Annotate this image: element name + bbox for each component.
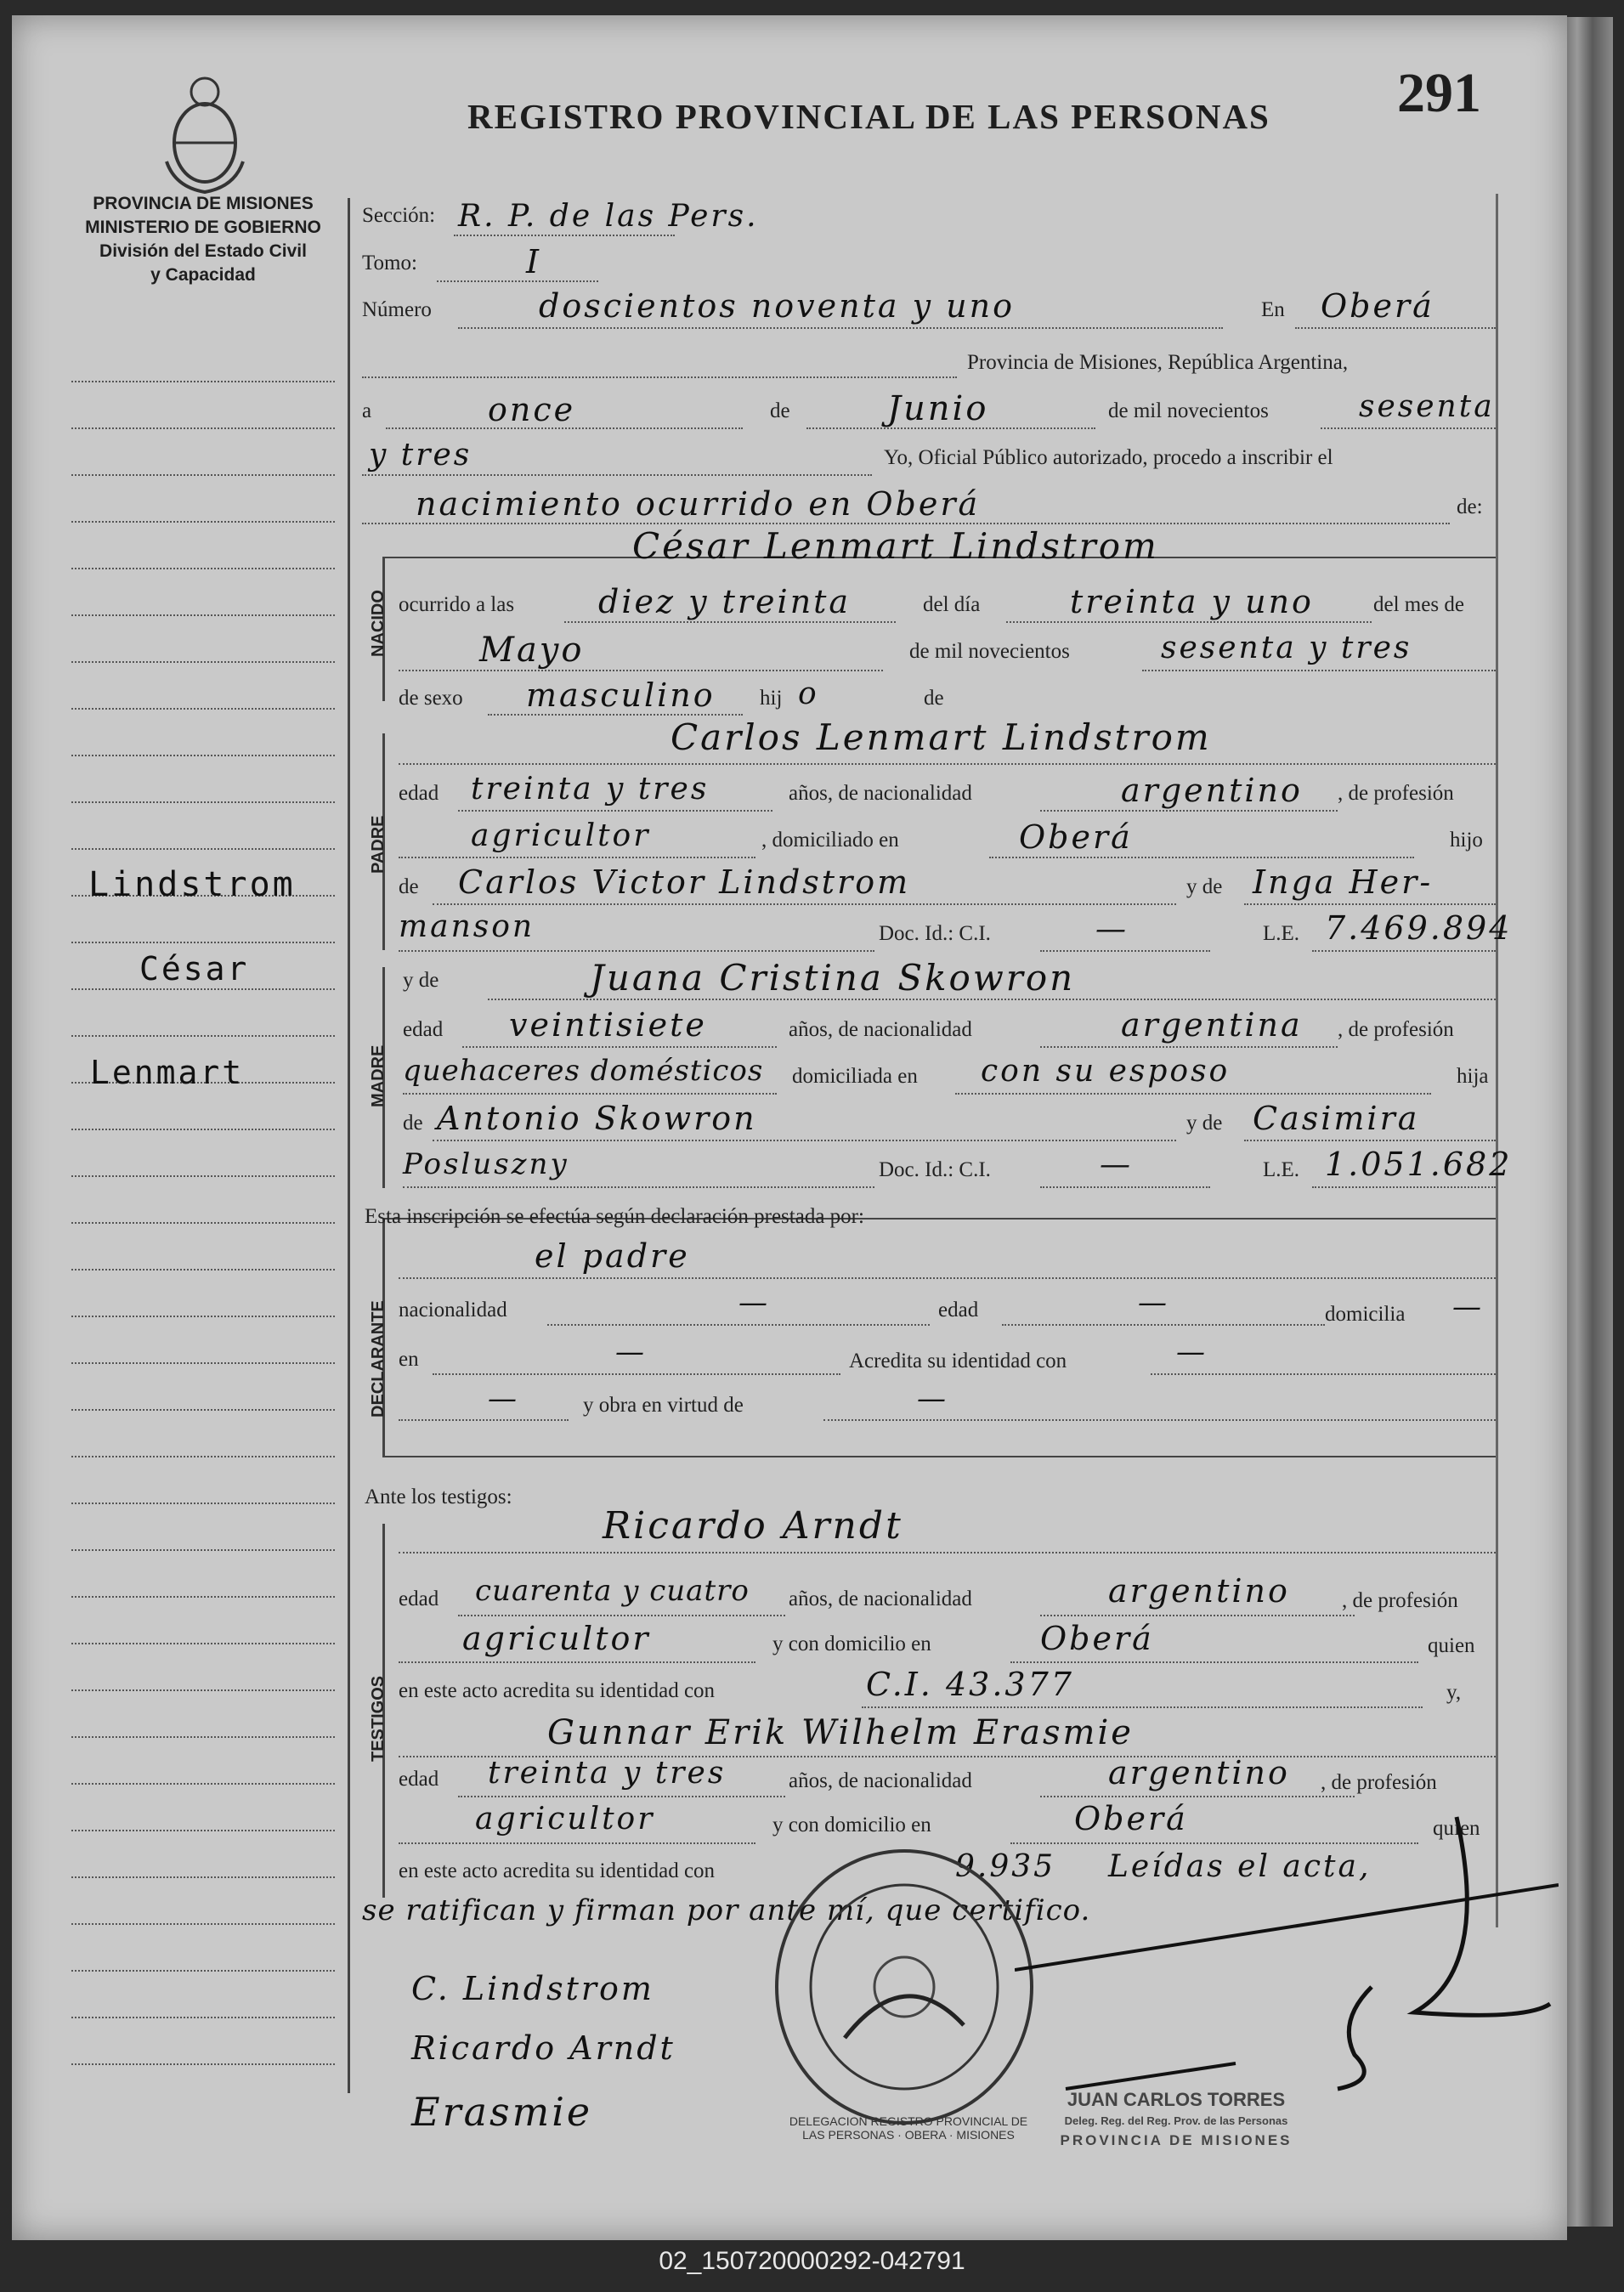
madre-domicilio: con su esposo	[981, 1054, 1231, 1089]
madre-padre-line	[433, 1140, 1176, 1141]
en-line	[1295, 327, 1496, 329]
decl-domicilia-dash: —	[1452, 1290, 1484, 1324]
signature-1: C. Lindstrom	[411, 1970, 654, 2007]
official-stamp-icon	[768, 1842, 1040, 2131]
tomo-value: I	[526, 243, 542, 280]
testigo1-quien-label: quien	[1428, 1634, 1475, 1657]
padre-le-label: L.E.	[1263, 922, 1300, 945]
section-label-declarante: DECLARANTE	[369, 1300, 388, 1418]
nombre-nacido: César Lenmart Lindstrom	[632, 525, 1159, 567]
anio-value-1: sesenta	[1359, 389, 1495, 424]
decl-en-dash: —	[615, 1335, 647, 1369]
decl-acredita-label: Acredita su identidad con	[849, 1350, 1067, 1372]
madre-domicilio-line	[955, 1093, 1431, 1095]
testigo2-acredita-label: en este acto acredita su identidad con	[399, 1859, 716, 1882]
testigo1-nombre-line	[399, 1552, 1496, 1553]
padre-domicilio-line	[989, 857, 1414, 858]
testigo1-nombre: Ricardo Arndt	[603, 1504, 903, 1548]
madre-le-label: L.E.	[1263, 1158, 1300, 1181]
margin-rule	[71, 1456, 335, 1457]
declarante-value: el padre	[535, 1237, 690, 1275]
decl-obra-label: y obra en virtud de	[583, 1394, 744, 1417]
decl-edad-label: edad	[938, 1299, 979, 1321]
agency-province: PROVINCIA DE MISIONES	[93, 194, 314, 213]
testigo1-domicilio-label: y con domicilio en	[772, 1633, 931, 1655]
madre-madre-line	[1244, 1140, 1496, 1141]
nacimiento-value: nacimiento ocurrido en Oberá	[416, 485, 981, 523]
agency-ministry: MINISTERIO DE GOBIERNO	[85, 218, 321, 237]
margin-note-surname: Lindstrom	[88, 865, 296, 904]
seccion-line	[454, 235, 675, 236]
margin-rule	[71, 1269, 335, 1271]
anio-nac-line	[1142, 670, 1496, 671]
signature-2: Ricardo Arndt	[411, 2029, 676, 2067]
margin-rule	[71, 1643, 335, 1644]
decl-domicilia-label: domicilia	[1325, 1303, 1406, 1326]
testigo1-id: C.I. 43.377	[866, 1666, 1074, 1703]
margin-rule	[71, 1549, 335, 1551]
margin-rule	[71, 988, 335, 990]
padre-edad: treinta y tres	[471, 772, 710, 806]
numero-value: doscientos noventa y uno	[539, 287, 1015, 325]
margin-rule	[71, 427, 335, 429]
padre-edad-label: edad	[399, 782, 439, 805]
decl-en-line	[433, 1373, 840, 1375]
sexo-line	[488, 714, 743, 716]
hora-line	[564, 621, 896, 623]
margin-rule	[71, 1175, 335, 1177]
testigo1-nacionalidad-label: años, de nacionalidad	[789, 1587, 972, 1610]
decl-doc-line	[399, 1419, 569, 1421]
decl-obra-dash: —	[917, 1382, 948, 1416]
agency-block	[63, 192, 343, 287]
testigo2-domicilio: Oberá	[1074, 1800, 1188, 1837]
madre-hija-label: hija	[1457, 1065, 1489, 1088]
madre-nombre-line	[488, 999, 1496, 1000]
madre-y-de-label: y de	[403, 969, 439, 992]
signature-3: Erasmie	[411, 2089, 593, 2135]
blank-line-1	[362, 376, 957, 378]
margin-note-name: César	[139, 950, 250, 988]
testigo2-nacionalidad-label: años, de nacionalidad	[789, 1769, 972, 1792]
agency-capacity: y Capacidad	[150, 265, 256, 285]
padre-edad-line	[458, 810, 772, 812]
nacimiento-line	[362, 523, 1450, 524]
madre-madre-2: Posluszny	[403, 1147, 569, 1181]
anio-line	[1321, 427, 1496, 429]
decl-edad-line	[1002, 1324, 1325, 1326]
margin-rule	[71, 1783, 335, 1785]
form-right-border	[1496, 194, 1498, 1927]
testigo2-profesion: agricultor	[475, 1802, 655, 1836]
padre-domiciliado-label: , domiciliado en	[761, 829, 899, 852]
section-label-padre: PADRE	[369, 815, 388, 874]
testigo2-edad-label: edad	[399, 1768, 439, 1791]
madre-le-line	[1312, 1186, 1496, 1188]
madre-nacionalidad-line	[1040, 1046, 1338, 1048]
a-label: a	[362, 399, 372, 422]
decl-en-label: en	[399, 1348, 419, 1371]
testigo1-id-line	[862, 1706, 1423, 1708]
margin-rule	[71, 521, 335, 523]
testigo1-domicilio-line	[1010, 1661, 1418, 1663]
margin-rule	[71, 801, 335, 803]
numero-line	[458, 327, 1223, 329]
decl-obra-line	[823, 1419, 1496, 1421]
padre-madre-line	[1244, 903, 1496, 905]
padre-nombre-line	[399, 763, 1496, 765]
madre-padre: Antonio Skowron	[437, 1100, 757, 1137]
seccion-value: R. P. de las Pers.	[458, 199, 759, 234]
madre-le: 1.051.682	[1325, 1146, 1513, 1183]
madre-edad-label: edad	[403, 1018, 444, 1041]
madre-de-label: de	[403, 1112, 423, 1135]
declarante-line	[399, 1277, 1496, 1279]
testigo2-nacionalidad: argentino	[1108, 1754, 1290, 1791]
testigo2-nacionalidad-line	[1040, 1796, 1355, 1797]
padre-le-line	[1312, 950, 1496, 952]
padre-nacionalidad-line	[1040, 810, 1338, 812]
madre-profesion-line	[403, 1093, 777, 1095]
testigo1-domicilio: Oberá	[1040, 1620, 1154, 1657]
margin-rule	[71, 661, 335, 663]
tomo-line	[437, 280, 598, 282]
inscripcion-text: Esta inscripción se efectúa según declaración prestada por:	[365, 1205, 864, 1228]
page-number: 291	[1397, 62, 1481, 124]
official-signature-icon	[1015, 1800, 1559, 2106]
testigo2-id: 9.935	[955, 1849, 1056, 1884]
decl-acredita-dash: —	[1176, 1335, 1208, 1369]
padre-nombre: Carlos Lenmart Lindstrom	[671, 716, 1212, 758]
padre-profesion-line	[399, 857, 755, 858]
margin-rule	[71, 1736, 335, 1738]
testigo2-edad: treinta y tres	[488, 1756, 727, 1791]
de-label: de	[770, 399, 790, 422]
book-edge	[1562, 17, 1613, 2227]
margin-rule	[71, 2017, 335, 2018]
margin-note-middle-name: Lenmart	[90, 1054, 245, 1091]
anio-nac-value: sesenta y tres	[1161, 631, 1412, 665]
testigo1-y-label: y,	[1446, 1681, 1462, 1704]
mil-label: de mil novecientos	[1108, 399, 1269, 422]
margin-rule	[71, 381, 335, 382]
padre-y-de-label: y de	[1186, 875, 1223, 898]
madre-edad-line	[462, 1046, 777, 1048]
testigo2-profesion-line	[399, 1842, 755, 1844]
margin-rule	[71, 1316, 335, 1317]
madre-madre-1: Casimira	[1253, 1100, 1420, 1137]
decl-edad-dash: —	[1138, 1286, 1169, 1320]
madre-nombre: Juana Cristina Skowron	[590, 957, 1076, 999]
hij-value: o	[798, 676, 819, 711]
de-label-2: de	[924, 687, 944, 710]
padre-profesion-label: , de profesión	[1338, 782, 1454, 805]
ocurrido-label: ocurrido a las	[399, 593, 515, 616]
margin-rule	[71, 848, 335, 850]
testigo1-profesion: agricultor	[462, 1620, 651, 1657]
decl-nacionalidad-label: nacionalidad	[399, 1299, 507, 1321]
numero-label: Número	[362, 298, 432, 321]
decl-acredita-line	[1151, 1373, 1496, 1375]
margin-rule	[71, 568, 335, 569]
testigo1-edad: cuarenta y cuatro	[475, 1574, 750, 1608]
testigo2-quien-label: quien	[1433, 1817, 1480, 1840]
madre-profesion: quehaceres domésticos	[403, 1054, 764, 1088]
testigo2-nombre: Gunnar Erik Wilhelm Erasmie	[547, 1713, 1134, 1752]
madre-profesion-label: , de profesión	[1338, 1018, 1454, 1041]
testigos-label: Ante los testigos:	[365, 1486, 512, 1508]
sexo-label: de sexo	[399, 687, 463, 710]
testigo1-nacionalidad-line	[1040, 1615, 1355, 1616]
margin-rule	[71, 1222, 335, 1224]
provincia-text: Provincia de Misiones, República Argentina,	[967, 351, 1349, 374]
padre-profesion: agricultor	[471, 818, 651, 853]
madre-nacionalidad: argentina	[1121, 1006, 1303, 1044]
sexo-value: masculino	[526, 676, 716, 714]
agency-division: División del Estado Civil	[99, 241, 307, 261]
margin-rule	[71, 1503, 335, 1504]
testigo1-edad-line	[458, 1615, 785, 1616]
margin-rule	[71, 1129, 335, 1130]
official-province: PROVINCIA DE MISIONES	[1060, 2132, 1293, 2148]
del-mes-label: del mes de	[1373, 593, 1464, 616]
dia-nac-line	[1006, 621, 1372, 623]
en-value: Oberá	[1321, 287, 1434, 325]
document-page	[12, 15, 1567, 2240]
stamp-text: DELEGACION REGISTRO PROVINCIAL DE LAS PERSONAS · OBERA · MISIONES	[789, 2114, 1028, 2142]
margin-rule	[71, 1409, 335, 1411]
margin-divider	[348, 198, 350, 2093]
testigo1-nacionalidad: argentino	[1108, 1572, 1290, 1610]
oficial-text: Yo, Oficial Público autorizado, procedo a inscribir el	[884, 446, 1333, 469]
section-label-nacido: NACIDO	[369, 590, 388, 657]
margin-rule	[71, 1970, 335, 1972]
del-dia-label: del día	[923, 593, 981, 616]
padre-madre-1: Inga Her-	[1253, 863, 1434, 901]
dia-nac-value: treinta y uno	[1070, 583, 1314, 620]
testigo2-profesion-label: , de profesión	[1321, 1771, 1437, 1794]
official-role: Deleg. Reg. del Reg. Prov. de las Personas	[1064, 2114, 1288, 2127]
padre-nacionalidad: argentino	[1121, 772, 1303, 809]
dia-value: once	[488, 391, 576, 428]
margin-rule	[71, 755, 335, 756]
margin-rule	[71, 1689, 335, 1691]
anio-value-2: y tres	[369, 438, 472, 473]
section-label-testigos: TESTIGOS	[369, 1675, 388, 1762]
margin-rule	[71, 1035, 335, 1037]
hij-label: hij	[760, 687, 783, 710]
margin-rule	[71, 1876, 335, 1878]
padre-madre-2: manson	[399, 909, 535, 944]
padre-ci-dash: —	[1095, 912, 1129, 947]
anio-line-2	[362, 474, 872, 476]
margin-rule	[71, 1923, 335, 1925]
image-caption: 02_150720000292-042791	[659, 2247, 965, 2275]
decl-nacionalidad-line	[547, 1324, 930, 1326]
padre-doc-label: Doc. Id.: C.I.	[879, 922, 991, 945]
madre-y-de-label-2: y de	[1186, 1112, 1223, 1135]
margin-rule	[71, 708, 335, 710]
margin-rule	[71, 2063, 335, 2065]
mes-nac-line	[399, 670, 883, 671]
seccion-label: Sección:	[362, 204, 436, 227]
testigo1-profesion-line	[399, 1661, 755, 1663]
madre-madre-line-2	[403, 1186, 874, 1188]
margin-rule	[71, 614, 335, 616]
padre-nacionalidad-label: años, de nacionalidad	[789, 782, 972, 805]
padre-padre-line	[433, 903, 1176, 905]
madre-domiciliada-label: domiciliada en	[792, 1065, 918, 1088]
padre-ci-line	[1040, 950, 1210, 952]
cierre-2: se ratifican y firman por ante mí, que certifico.	[362, 1893, 1091, 1927]
margin-rule	[71, 1596, 335, 1598]
madre-edad: veintisiete	[509, 1006, 707, 1044]
official-block	[1023, 2089, 1329, 2149]
padre-hijo-label: hijo	[1450, 829, 1483, 852]
testigo2-domicilio-label: y con domicilio en	[772, 1814, 931, 1836]
coat-of-arms-icon	[158, 68, 252, 195]
de-colon: de:	[1457, 495, 1483, 518]
hora-value: diez y treinta	[598, 583, 852, 620]
mes-nac-value: Mayo	[479, 631, 585, 670]
padre-madre-line-2	[399, 950, 874, 952]
madre-ci-line	[1040, 1186, 1210, 1188]
decl-nacionalidad-dash: —	[738, 1286, 770, 1320]
margin-rule	[71, 942, 335, 943]
cierre-1: Leídas el acta,	[1108, 1849, 1372, 1884]
mil-label-2: de mil novecientos	[909, 640, 1070, 663]
padre-padre: Carlos Victor Lindstrom	[458, 863, 911, 901]
testigo1-edad-label: edad	[399, 1587, 439, 1610]
section-label-madre: MADRE	[369, 1044, 388, 1107]
madre-nacionalidad-label: años, de nacionalidad	[789, 1018, 972, 1041]
mes-value: Junio	[887, 389, 989, 428]
decl-doc-dash: —	[488, 1382, 519, 1416]
testigo1-profesion-label: , de profesión	[1342, 1589, 1458, 1612]
margin-rule	[71, 1830, 335, 1831]
declarante-bottom-rule	[382, 1456, 1496, 1457]
padre-de-label: de	[399, 875, 419, 898]
padre-domicilio: Oberá	[1019, 818, 1133, 856]
margin-rule	[71, 1362, 335, 1364]
madre-doc-label: Doc. Id.: C.I.	[879, 1158, 991, 1181]
official-name: JUAN CARLOS TORRES	[1067, 2089, 1286, 2110]
margin-rule	[71, 474, 335, 476]
en-label: En	[1261, 298, 1285, 321]
tomo-label: Tomo:	[362, 252, 417, 274]
testigo1-acredita-label: en este acto acredita su identidad con	[399, 1679, 716, 1702]
testigo2-edad-line	[458, 1796, 785, 1797]
padre-le: 7.469.894	[1325, 909, 1513, 947]
madre-ci-dash: —	[1100, 1147, 1133, 1182]
page-title: REGISTRO PROVINCIAL DE LAS PERSONAS	[467, 97, 1270, 136]
